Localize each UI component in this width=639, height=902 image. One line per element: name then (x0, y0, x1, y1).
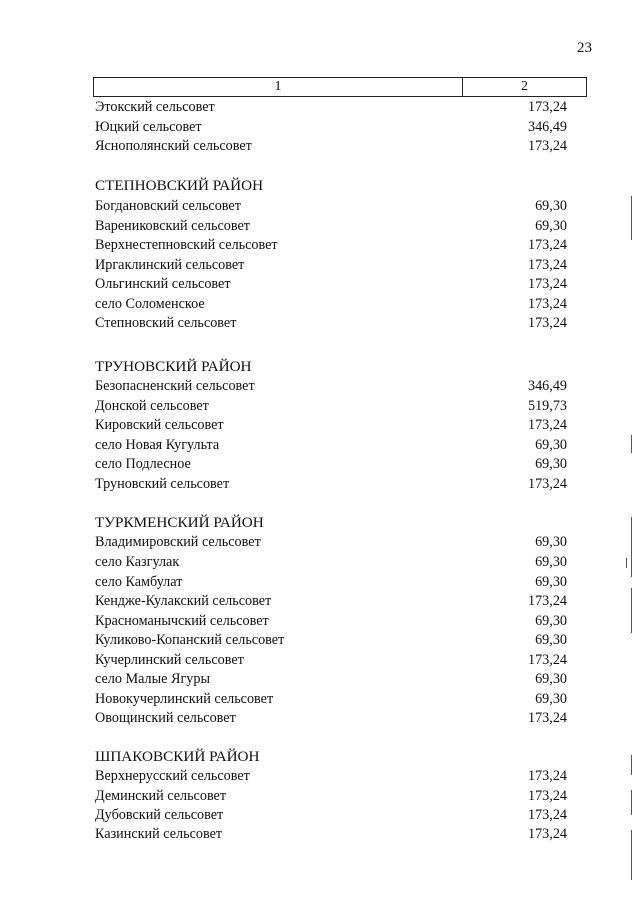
amount-value: 69,30 (535, 456, 567, 472)
council-name: Кучерлинский сельсовет (95, 652, 244, 668)
table-row (95, 396, 567, 416)
council-name: Овощинский сельсовет (95, 710, 236, 726)
council-name: Куликово-Копанский сельсовет (95, 632, 285, 648)
table-row (95, 786, 567, 806)
council-name: Кировский сельсовет (95, 417, 224, 433)
amount-value: 69,30 (535, 632, 567, 648)
table-row (95, 572, 567, 592)
district-heading: ТУРКМЕНСКИЙ РАЙОН (95, 514, 264, 531)
section-heading-row (95, 513, 567, 533)
amount-value: 519,73 (527, 398, 567, 414)
amount-value: 69,30 (535, 198, 567, 214)
table-row (95, 435, 567, 455)
margin-mark (631, 790, 632, 815)
amount-value: 346,49 (527, 119, 567, 135)
table-row (95, 136, 567, 156)
table-row (95, 196, 567, 216)
council-name: Новокучерлинский сельсовет (95, 691, 274, 707)
council-name: Дубовский сельсовет (95, 807, 224, 823)
table-row (95, 294, 567, 314)
table-row (95, 669, 567, 689)
council-name: Верхнерусский сельсовет (95, 768, 250, 784)
amount-value: 173,24 (527, 315, 567, 331)
section-heading-row (95, 176, 567, 196)
table-header (93, 77, 587, 97)
amount-value: 173,24 (527, 768, 567, 784)
table-row (95, 216, 567, 236)
council-name: Яснополянский сельсовет (95, 138, 252, 154)
amount-value: 173,24 (527, 296, 567, 312)
amount-value: 69,30 (535, 554, 567, 570)
amount-value: 69,30 (535, 691, 567, 707)
amount-value: 173,24 (527, 826, 567, 842)
section-heading-row (95, 747, 567, 767)
amount-value: 173,24 (527, 807, 567, 823)
amount-value: 69,30 (535, 437, 567, 453)
amount-value: 173,24 (527, 652, 567, 668)
margin-mark (631, 755, 632, 775)
amount-value: 173,24 (527, 237, 567, 253)
council-name: Деминский сельсовет (95, 788, 227, 804)
table-row (95, 313, 567, 333)
table-row (95, 650, 567, 670)
amount-value: 173,24 (527, 257, 567, 273)
council-name: Варениковский сельсовет (95, 218, 250, 234)
amount-value: 69,30 (535, 534, 567, 550)
page-number: 23 (577, 40, 592, 56)
council-name: Безопасненский сельсовет (95, 378, 255, 394)
table-row (95, 97, 567, 117)
table-row (95, 824, 567, 844)
amount-value: 173,24 (527, 788, 567, 804)
council-name: Верхнестепновский сельсовет (95, 237, 278, 253)
council-name: Богдановский сельсовет (95, 198, 241, 214)
table-row (95, 611, 567, 631)
council-name: село Соломенское (95, 296, 205, 312)
table-row (95, 376, 567, 396)
amount-value: 173,24 (527, 476, 567, 492)
margin-mark (631, 588, 632, 633)
table-row (95, 766, 567, 786)
amount-value: 69,30 (535, 218, 567, 234)
margin-mark (631, 435, 632, 453)
amount-value: 173,24 (527, 710, 567, 726)
council-name: село Новая Кугульта (95, 437, 220, 453)
council-name: Юцкий сельсовет (95, 119, 202, 135)
amount-value: 173,24 (527, 417, 567, 433)
amount-value: 69,30 (535, 574, 567, 590)
amount-value: 173,24 (527, 276, 567, 292)
council-name: Казинский сельсовет (95, 826, 223, 842)
table-row (95, 805, 567, 825)
table-row (95, 415, 567, 435)
column-header-2: 2 (521, 79, 528, 94)
margin-mark (631, 196, 632, 240)
table-row (95, 630, 567, 650)
council-name: Кендже-Кулакский сельсовет (95, 593, 272, 609)
council-name: село Казгулак (95, 554, 180, 570)
margin-mark (631, 517, 632, 577)
table-row (95, 235, 567, 255)
district-heading: ТРУНОВСКИЙ РАЙОН (95, 358, 252, 375)
council-name: село Малые Ягуры (95, 671, 210, 687)
table-row (95, 117, 567, 137)
district-heading: СТЕПНОВСКИЙ РАЙОН (95, 177, 264, 194)
district-heading: ШПАКОВСКИЙ РАЙОН (95, 748, 260, 765)
column-header-1: 1 (94, 78, 463, 96)
table-row (95, 532, 567, 552)
table-row (95, 708, 567, 728)
amount-value: 173,24 (527, 138, 567, 154)
table-row (95, 274, 567, 294)
council-name: Степновский сельсовет (95, 315, 237, 331)
council-name: Донской сельсовет (95, 398, 209, 414)
amount-value: 69,30 (535, 613, 567, 629)
table-row (95, 474, 567, 494)
council-name: Иргаклинский сельсовет (95, 257, 245, 273)
table-row (95, 255, 567, 275)
amount-value: 173,24 (527, 593, 567, 609)
section-heading-row (95, 357, 567, 377)
council-name: Владимировский сельсовет (95, 534, 261, 550)
table-row (95, 689, 567, 709)
margin-mark (626, 558, 627, 568)
table-row (95, 591, 567, 611)
amount-value: 69,30 (535, 671, 567, 687)
margin-mark (631, 830, 632, 880)
amount-value: 346,49 (527, 378, 567, 394)
council-name: Ольгинский сельсовет (95, 276, 231, 292)
council-name: Труновский сельсовет (95, 476, 230, 492)
table-row (95, 552, 567, 572)
table-row (95, 454, 567, 474)
council-name: Красноманычский сельсовет (95, 613, 269, 629)
council-name: село Камбулат (95, 574, 183, 590)
amount-value: 173,24 (527, 99, 567, 115)
council-name: Этокский сельсовет (95, 99, 215, 115)
council-name: село Подлесное (95, 456, 191, 472)
